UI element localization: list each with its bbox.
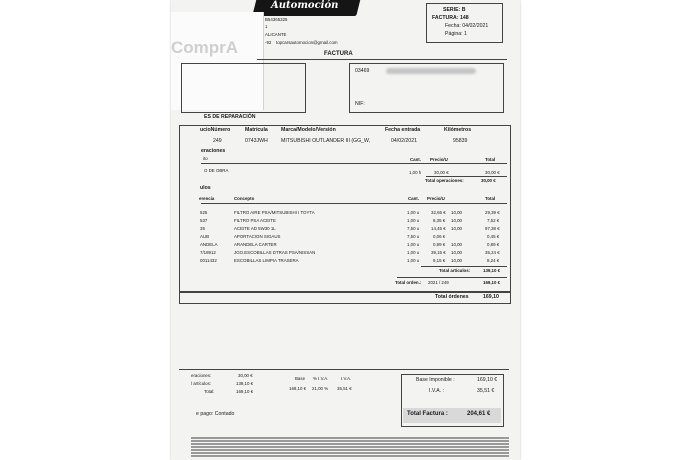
parts-total-rule xyxy=(421,266,507,267)
part-price: 32,65 € xyxy=(431,210,446,215)
company-phone-partial: 1 xyxy=(265,24,268,29)
part-dto: 10,00 xyxy=(451,258,462,263)
operations-total-value: 30,00 € xyxy=(481,178,496,183)
summary-total-label: Total: xyxy=(204,389,215,394)
ro-header-matricula: Matrícula xyxy=(245,127,268,133)
total-factura-label: Total Factura : xyxy=(407,411,448,417)
ro-header-fecha: Fecha entrada xyxy=(385,127,421,133)
parts-title: ulos xyxy=(200,185,211,191)
part-total: 35,24 € xyxy=(485,250,500,255)
ro-km: 95839 xyxy=(453,138,468,144)
op-header-cant: Cant. xyxy=(410,157,421,162)
total-factura-value: 204,61 € xyxy=(467,411,491,417)
part-ref: 537 xyxy=(200,218,208,223)
part-qty: 1,00 u xyxy=(407,218,420,223)
part-ref: 525 xyxy=(200,210,208,215)
tax-header-base: Base xyxy=(295,376,306,381)
part-ref: 0011432 xyxy=(200,258,217,263)
part-qty: 1,00 u xyxy=(407,258,420,263)
company-cif: B54365325 xyxy=(265,17,288,22)
part-total: 0,45 € xyxy=(487,234,500,239)
parts-header-cant: Cant. xyxy=(408,196,419,201)
client-name-redacted xyxy=(386,68,476,74)
parts-header-concepto: Concepto xyxy=(234,196,255,201)
summary-top-rule xyxy=(179,369,509,370)
summary-operaciones-value: 30,00 € xyxy=(238,373,253,378)
ro-matricula: 0743JWH xyxy=(245,138,268,144)
part-dto: 10,00 xyxy=(451,210,462,215)
summary-articulos-value: 139,10 € xyxy=(236,381,254,386)
part-desc: ARANDELA CARTER xyxy=(234,242,277,247)
invoice-page: Página: 1 xyxy=(445,31,467,37)
order-total-rule xyxy=(397,277,507,278)
part-total: 97,38 € xyxy=(485,226,500,231)
part-qty: 7,50 u xyxy=(407,234,420,239)
sender-box xyxy=(181,63,306,113)
part-ref: ANDELA xyxy=(200,242,218,247)
company-city: ALICANTE xyxy=(265,32,287,37)
operation-qty: 1,00 h xyxy=(409,170,422,175)
part-desc: JGO.ESCOBILLAS DTRAS PSA/NISSAN xyxy=(234,250,316,255)
operation-total: 30,00 € xyxy=(485,170,500,175)
part-desc: ESCOBILLAS LIMPIA TRASERA xyxy=(234,258,299,263)
op-header-total: Total xyxy=(485,157,496,162)
tax-base-value: 169,10 € xyxy=(289,386,307,391)
legal-fine-print xyxy=(191,436,509,460)
tax-header-pct: % I.V.A. xyxy=(313,376,329,381)
part-price: 8,35 € xyxy=(433,218,446,223)
parts-total-value: 139,10 € xyxy=(483,268,501,273)
part-dto: 10,00 xyxy=(451,250,462,255)
part-qty: 7,50 u xyxy=(407,226,420,231)
client-nif-label: NIF: xyxy=(355,101,365,107)
operations-total-label: Total operaciones: xyxy=(425,178,464,183)
base-imponible-label: Base Imponible : xyxy=(416,377,455,383)
operations-desc-header: ito xyxy=(203,156,208,161)
parts-header-rule xyxy=(201,203,507,204)
part-qty: 1,00 u xyxy=(407,250,420,255)
invoice-paper xyxy=(171,0,520,460)
ro-fecha: 04/02/2021 xyxy=(391,138,417,144)
part-desc: ACEITE AD 5W30 1L xyxy=(234,226,276,231)
total-ordenes-label: Total órdenes xyxy=(435,294,469,300)
part-price: 0,06 € xyxy=(433,234,446,239)
op-header-precio: Precio/U xyxy=(430,157,448,162)
order-total-label: Total orden.: xyxy=(395,280,422,285)
company-phone2: -92 xyxy=(265,40,272,45)
part-total: 8,24 € xyxy=(487,258,500,263)
summary-total-value: 169,10 € xyxy=(236,389,254,394)
ro-header-km: Kilómetros xyxy=(444,127,472,133)
ro-header-modelo: Marca/Modelo/Versión xyxy=(281,127,336,133)
parts-header-ref: erencia xyxy=(199,196,215,201)
invoice-date: Fecha: 04/02/2021 xyxy=(445,23,489,29)
ro-header-numero: ucioNúmero xyxy=(200,127,231,133)
iva-value: 35,51 € xyxy=(477,388,495,394)
ro-numero: 249 xyxy=(213,138,222,144)
operation-desc: O DE OBRA xyxy=(204,168,229,173)
part-price: 14,45 € xyxy=(431,226,446,231)
summary-articulos-label: l artículos: xyxy=(191,381,212,386)
logo-text: Automoción xyxy=(271,0,339,11)
part-dto: 10,00 xyxy=(451,226,462,231)
part-price: 0,99 € xyxy=(433,242,446,247)
summary-operaciones-label: eraciones: xyxy=(191,373,212,378)
part-price: 9,15 € xyxy=(433,258,446,263)
parts-total-label: Total artículos: xyxy=(439,268,471,273)
parts-header-total: Total xyxy=(485,196,496,201)
base-imponible-value: 169,10 € xyxy=(477,377,498,383)
tax-header-iva: I.V.A. xyxy=(341,376,352,381)
repair-order-title: ES DE REPARACIÓN xyxy=(204,114,256,120)
part-desc: FILTRO PSA ACEITE xyxy=(234,218,276,223)
tax-pct-value: 21,00 % xyxy=(312,386,329,391)
part-desc: FILTRO AIRE PSA/MITSUBISHI I TOYTA xyxy=(234,210,315,215)
document-title: FACTURA xyxy=(324,51,353,57)
part-dto: 10,00 xyxy=(451,242,462,247)
company-email: topcarsautomocion@gmail.com xyxy=(276,40,338,45)
order-total-value: 169,10 € xyxy=(483,280,501,285)
part-total: 0,89 € xyxy=(487,242,500,247)
part-qty: 1,00 u xyxy=(407,210,420,215)
watermark-text: ComprA xyxy=(171,38,239,57)
part-dto: 10,00 xyxy=(451,218,462,223)
payment-method: e pago: Contado xyxy=(196,411,235,417)
part-ref: AUB xyxy=(200,234,210,239)
part-ref: 35 xyxy=(200,226,205,231)
part-price: 39,15 € xyxy=(431,250,446,255)
parts-header-precio: Precio/U xyxy=(427,196,445,201)
part-total: 7,52 € xyxy=(487,218,500,223)
invoice-number: FACTURA: 148 xyxy=(432,15,469,21)
iva-label: I.V.A. : xyxy=(429,388,445,394)
client-code: 03469 xyxy=(355,68,370,74)
operations-total-rule xyxy=(426,176,507,177)
invoice-serie: SERIE: B xyxy=(443,7,466,13)
operations-header-rule xyxy=(201,163,507,164)
order-total-ref: 2021 / 249 xyxy=(428,280,449,285)
part-total: 29,39 € xyxy=(485,210,500,215)
tax-iva-value: 35,51 € xyxy=(337,386,352,391)
ro-modelo: MITSUBISHI OUTLANDER III (GG_W, xyxy=(281,138,371,144)
part-ref: 7/18912 xyxy=(200,250,216,255)
operation-price: 30,00 € xyxy=(434,170,449,175)
part-desc: APORTACION SIGAUS xyxy=(234,234,281,239)
part-qty: 1,00 u xyxy=(407,242,420,247)
total-ordenes-value: 169,10 xyxy=(483,294,499,300)
operations-title: eraciones xyxy=(201,148,226,154)
title-rule xyxy=(257,59,507,60)
